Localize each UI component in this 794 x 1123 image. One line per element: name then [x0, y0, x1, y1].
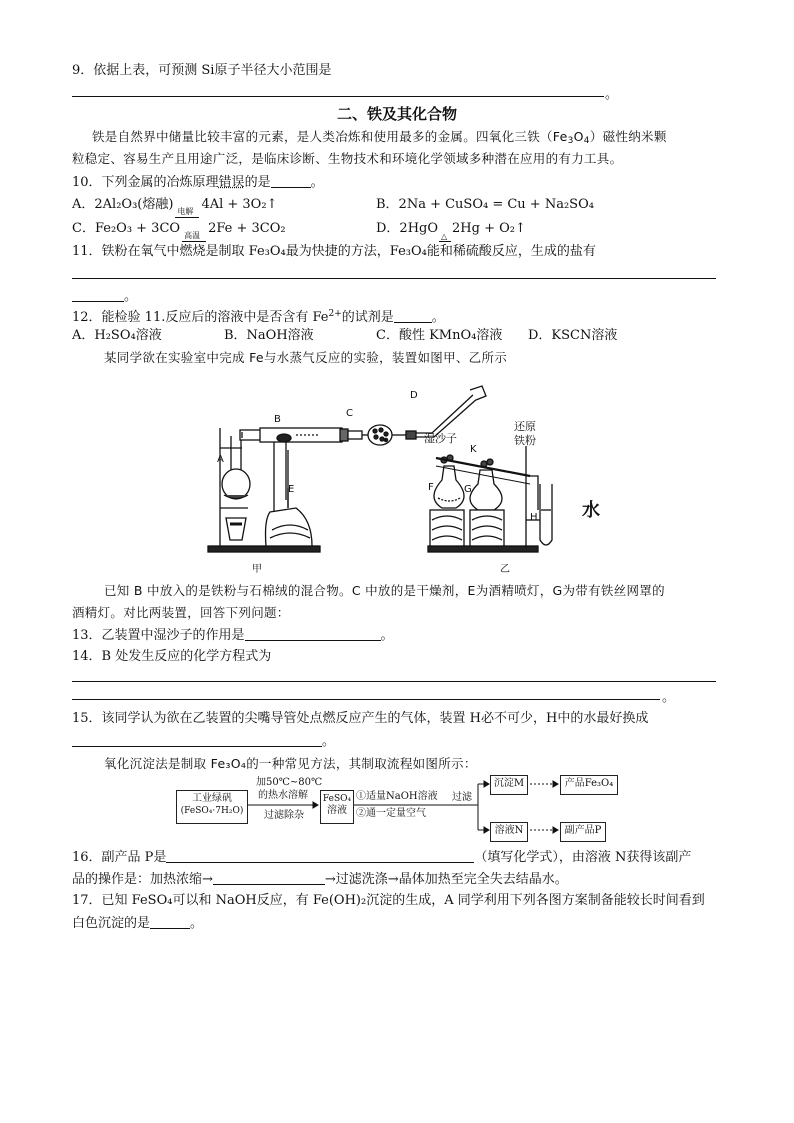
label-f: F	[428, 482, 434, 493]
label-reduced-fe-1: 还原	[514, 420, 536, 433]
step2-text-1: ①适量NaOH溶液	[356, 791, 438, 802]
oxidation-intro: 氧化沉淀法是制取 Fe₃O₄的一种常见方法，其制取流程如图所示：	[104, 756, 477, 771]
q12-option-c[interactable]: C．酸性 KMnO₄溶液	[376, 328, 503, 343]
step2-text-2: ②通一定量空气	[356, 808, 426, 819]
q10-option-a[interactable]: A．2Al₂O₃(熔融) 电解 4Al + 3O₂↑	[72, 197, 278, 216]
label-g: G	[464, 484, 472, 495]
step3-text: 过滤	[452, 792, 472, 803]
box-feso4-solution: FeSO₄ 溶液	[320, 790, 354, 824]
question-10: 10．下列金属的冶炼原理错误的是 。	[72, 175, 324, 190]
q9-answer-line[interactable]	[72, 96, 604, 97]
apparatus-figure	[200, 380, 620, 580]
label-c: C	[346, 408, 353, 419]
box-green-vitriol: 工业绿矾 (FeSO₄·7H₂O)	[176, 790, 248, 824]
question-15: 15．该同学认为欲在乙装置的尖嘴导管处点燃反应产生的气体，装置 H必不可少，H中的水最好换成	[72, 711, 649, 726]
section-title: 二、铁及其化合物	[336, 105, 457, 123]
question-17-line-1: 17．已知 FeSO₄可以和 NaOH反应，有 Fe(OH)₂沉淀的生成，A 同学利用下列各图方案制备能较长时间看到	[72, 893, 705, 908]
q10-option-d[interactable]: D．2HgO △ 2Hg + O₂↑	[376, 221, 526, 241]
label-k: K	[470, 444, 477, 455]
q12-option-d[interactable]: D．KSCN溶液	[528, 328, 618, 343]
question-9	[72, 62, 331, 80]
q16-answer-blank-1[interactable]	[166, 848, 474, 863]
flask-a	[222, 469, 250, 499]
tube-d	[470, 386, 486, 400]
stand-base-left	[208, 546, 320, 552]
flask-f	[434, 466, 464, 508]
experiment-intro: 某同学欲在实验室中完成 Fe与水蒸气反应的实验，装置如图甲、乙所示	[104, 350, 508, 365]
intro-line-1: 铁是自然界中储量比较丰富的元素，是人类冶炼和使用最多的金属。四氧化三铁$(Fe_3O_4)$磁性纳米颗	[92, 129, 667, 146]
question-17-line-2: 白色沉淀的是 。	[72, 916, 204, 931]
q12-option-a[interactable]: A．H₂SO₄溶液	[72, 328, 162, 343]
q14-answer-line-2[interactable]	[72, 699, 660, 700]
q14-end: 。	[662, 690, 676, 705]
q16-answer-blank-2[interactable]	[213, 870, 325, 885]
label-b: B	[274, 414, 281, 425]
burner-e	[266, 508, 313, 546]
q15-answer-tail: 。	[72, 732, 335, 751]
q11-answer-tail: 。	[72, 287, 137, 306]
q11-answer-line-1[interactable]	[72, 278, 716, 279]
label-yi: 乙	[500, 564, 510, 575]
label-a: A	[217, 454, 224, 465]
box-byproduct-p: 副产品P	[560, 822, 606, 842]
box-precipitate-m: 沉淀M	[490, 775, 528, 795]
known-line-2: 酒精灯。对比两装置，回答下列问题：	[72, 605, 290, 620]
q15-answer-blank[interactable]	[72, 732, 322, 747]
question-16-line-1: 16．副产品 P是 （填写化学式），由溶液 N获得该副产	[72, 850, 692, 865]
step1-text-1: 加50℃~80℃	[256, 777, 323, 788]
label-wet-sand: 湿沙子	[424, 432, 457, 445]
question-11: 11．铁粉在氧气中燃烧是制取 Fe₃O₄最为快捷的方法，Fe₃O₄能和稀硫酸反应，生成的盐有	[72, 244, 596, 259]
question-13: 13．乙装置中湿沙子的作用是 。	[72, 628, 394, 643]
q13-answer-blank[interactable]	[245, 626, 381, 641]
label-h: H	[530, 512, 538, 523]
question-14: 14．B 处发生反应的化学方程式为	[72, 649, 272, 664]
q12-answer-blank[interactable]	[394, 308, 432, 323]
burner-a	[226, 518, 246, 540]
label-reduced-fe-2: 铁粉	[514, 434, 536, 447]
box-product-fe3o4: 产品Fe₃O₄	[560, 775, 618, 795]
question-16-line-2: 品的操作是：加热浓缩→ →过滤洗涤→晶体加热至完全失去结晶水。	[72, 872, 568, 887]
q17-answer-blank[interactable]	[150, 914, 190, 929]
intro-line-2: 粒稳定、容易生产且用途广泛，是临床诊断、生物技术和环境化学领域多种潜在应用的有力工具。	[72, 151, 623, 166]
box-solution-n: 溶液N	[490, 822, 528, 842]
q10-answer-blank[interactable]	[271, 173, 311, 188]
test-tube-h	[540, 484, 552, 545]
label-jia: 甲	[252, 564, 262, 575]
step1-text-3: 过滤除杂	[264, 810, 304, 821]
q9-text: 9．依据上表，可预测 Si原子半径大小范围是	[72, 63, 332, 78]
q12-option-b[interactable]: B．NaOH溶液	[224, 328, 314, 343]
label-e: E	[288, 484, 295, 495]
q14-answer-line-1[interactable]	[72, 681, 716, 682]
known-line-1: 已知 B 中放入的是铁粉与石棉绒的混合物。C 中放的是干燥剂，E为酒精喷灯，G为带有铁丝网罩的	[104, 583, 665, 598]
question-12: 12．能检验 11.反应后的溶液中是否含有 $Fe^{2+}$的试剂是 。	[72, 309, 445, 325]
label-water: 水	[582, 500, 600, 521]
step1-text-2: 的热水溶解	[258, 790, 308, 801]
q11-answer-blank[interactable]	[72, 287, 124, 302]
q10-option-b[interactable]: B．2Na + CuSO₄ = Cu + Na₂SO₄	[376, 197, 594, 212]
q9-end: 。	[605, 87, 619, 102]
q10-option-c[interactable]: C．Fe₂O₃ + 3CO 高温 2Fe + 3CO₂	[72, 221, 286, 240]
label-d: D	[410, 390, 418, 401]
stand-base-right	[428, 546, 538, 552]
